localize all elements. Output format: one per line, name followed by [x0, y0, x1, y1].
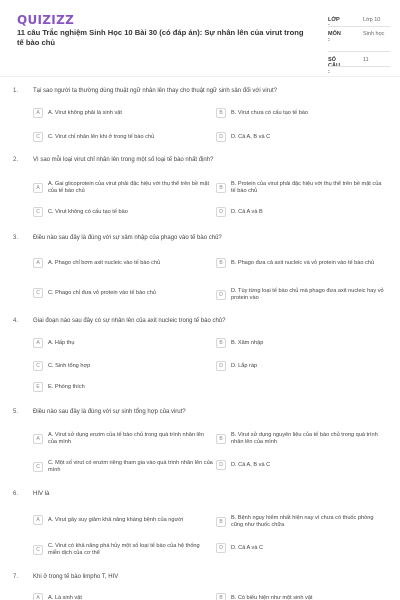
option-letter: A: [33, 183, 43, 193]
page-title: 11 câu Trắc nghiệm Sinh Học 10 Bài 30 (có đáp án): Sự nhân lên của virut trong tế bào chủ: [17, 28, 304, 47]
option-c[interactable]: [33, 543, 213, 557]
option-b[interactable]: [216, 593, 386, 600]
question-text: Khi ở trong tế bào limpho T, HIV: [33, 574, 119, 580]
option-text: C. Một số virut có enzim riêng tham gia vào quá trình nhân lên của mình: [48, 460, 213, 473]
option-text: A. Virut không phải là sinh vật: [48, 109, 122, 116]
option-text: B. Xâm nhập: [231, 339, 264, 346]
option-letter: D: [216, 460, 226, 470]
option-letter: C: [33, 462, 43, 472]
option-letter: A: [33, 593, 43, 600]
option-letter: B: [216, 338, 226, 348]
option-d[interactable]: [216, 543, 386, 553]
option-text: B. Virut chưa có cấu tạo tế bào: [231, 109, 309, 116]
option-letter: C: [33, 132, 43, 142]
option-letter: A: [33, 258, 43, 268]
option-b[interactable]: [216, 432, 386, 446]
option-letter: B: [216, 434, 226, 444]
option-d[interactable]: [216, 207, 386, 217]
option-text: C. Virut chỉ nhân lên khi ở trong tế bào chủ: [48, 133, 155, 140]
option-text: B. Có biểu hiện như một sinh vật: [231, 594, 313, 600]
option-e[interactable]: [33, 382, 213, 392]
option-text: A. Virut gây suy giảm khả năng kháng bệnh của người: [48, 516, 184, 523]
question-number: 5.: [13, 409, 19, 415]
option-text: A. Là sinh vật: [48, 594, 82, 600]
option-letter: A: [33, 515, 43, 525]
option-a[interactable]: [33, 338, 213, 348]
option-a[interactable]: [33, 432, 213, 446]
meta-divider: [328, 66, 390, 67]
question-number: 3.: [13, 235, 19, 241]
option-letter: C: [33, 545, 43, 555]
option-a[interactable]: [33, 258, 213, 268]
question-text: Điều nào sau đây là đúng với sự xâm nhập của phago vào tế bào chủ?: [33, 235, 222, 241]
option-letter: A: [33, 434, 43, 444]
option-a[interactable]: [33, 593, 213, 600]
option-letter: B: [216, 108, 226, 118]
option-text: C. Virut có khả năng phá hủy một số loại tế bào của hệ thống miễn dịch của cơ thể: [48, 543, 200, 556]
option-a[interactable]: [33, 181, 213, 195]
option-letter: D: [216, 290, 226, 300]
count-label: SỐ :: [328, 57, 336, 75]
option-text: B. Bệnh nguy hiểm nhất hiện nay vì chưa có thuốc phòng cũng như thuốc chữa: [231, 515, 374, 528]
option-text: A. Phago chỉ bơm axit nucleic vào tế bào chủ: [48, 259, 161, 266]
option-letter: E: [33, 382, 43, 392]
option-text: D. Cả A, B và C: [231, 133, 271, 140]
option-letter: A: [33, 338, 43, 348]
option-c[interactable]: [33, 132, 213, 142]
option-a[interactable]: [33, 108, 213, 118]
option-text: C. Virut không có cấu tạo tế bào: [48, 208, 128, 215]
question-text: HIV là: [33, 491, 50, 497]
option-d[interactable]: [216, 361, 386, 371]
header-divider: [0, 76, 400, 77]
option-b[interactable]: [216, 181, 386, 195]
subject-label: MÔN :: [328, 31, 341, 43]
option-a[interactable]: [33, 515, 213, 525]
option-letter: C: [33, 288, 43, 298]
option-b[interactable]: [216, 258, 386, 268]
option-c[interactable]: [33, 288, 213, 298]
option-text: D. Tùy từng loại tế bào chủ mà phago đưa axit nucleic hay vỏ protein vào: [231, 288, 384, 301]
question-text: Vì sao mỗi loại virut chỉ nhân lên trong một số loại tế bào nhất định?: [33, 157, 214, 163]
option-letter: B: [216, 517, 226, 527]
option-letter: C: [33, 207, 43, 217]
option-letter: B: [216, 593, 226, 600]
question-number: 4.: [13, 318, 19, 324]
option-letter: D: [216, 207, 226, 217]
meta-divider: [328, 26, 390, 27]
option-text: A. Hấp thụ: [48, 339, 75, 346]
header: [0, 0, 400, 80]
count-value: 11: [363, 57, 369, 63]
option-text: C. Phago chỉ đưa vỏ protein vào tế bào chủ: [48, 289, 156, 296]
question-text: Giai đoạn nào sau đây có sự nhân lên của axit nucleic trong tế bào chủ?: [33, 318, 226, 324]
option-b[interactable]: [216, 338, 386, 348]
option-text: B. Phago đưa cả axit nucleic và vỏ protein vào tế bào chủ: [231, 259, 375, 266]
option-c[interactable]: [33, 207, 213, 217]
option-b[interactable]: [216, 108, 386, 118]
question-number: 6.: [13, 491, 19, 497]
subject-value: Sinh học: [363, 31, 385, 37]
option-d[interactable]: [216, 132, 386, 142]
question-number: 1.: [13, 88, 19, 94]
option-text: C. Sinh tổng hợp: [48, 362, 91, 369]
option-text: B. Protein của virut phải đặc hiệu với thụ thể trên bề mặt của tế bào chủ: [231, 181, 382, 194]
option-text: A. Virut sử dụng enzim của tế bào chủ trong quá trình nhân lên của mình: [48, 432, 205, 445]
question-text: Điều nào sau đây là đúng với sự sinh tổng hợp của virut?: [33, 409, 186, 415]
option-text: A. Gai glicoprotein của virut phải đặc hiệu với thụ thể trên bề mặt của tế bào chủ: [48, 181, 210, 194]
option-d[interactable]: [216, 288, 386, 302]
option-letter: A: [33, 108, 43, 118]
option-letter: D: [216, 543, 226, 553]
option-letter: B: [216, 183, 226, 193]
option-c[interactable]: [33, 460, 213, 474]
class-label: LỚP: [328, 17, 340, 23]
question-text: Tại sao người ta thường dùng thuật ngữ nhân lên thay cho thuật ngữ sinh sản đối với virut?: [33, 88, 278, 94]
option-letter: D: [216, 361, 226, 371]
option-letter: C: [33, 361, 43, 371]
option-text: D. Cả A và C: [231, 544, 264, 551]
option-text: E. Phóng thích: [48, 383, 85, 390]
option-text: D. Cả A, B và C: [231, 461, 271, 468]
option-letter: B: [216, 258, 226, 268]
option-text: B. Virut sử dụng nguyên liệu của tế bào chủ trong quá trình nhân lên của mình: [231, 432, 378, 445]
class-value: Lớp 10: [363, 17, 381, 23]
option-c[interactable]: [33, 361, 213, 371]
option-d[interactable]: [216, 460, 386, 470]
option-b[interactable]: [216, 515, 386, 529]
quizizz-logo[interactable]: QUIZIZZ: [17, 13, 75, 27]
meta-divider: [328, 51, 390, 52]
question-number: 7.: [13, 574, 19, 580]
option-text: D. Cả A và B: [231, 208, 263, 215]
question-number: 2.: [13, 157, 19, 163]
option-text: D. Lắp ráp: [231, 362, 258, 369]
option-letter: D: [216, 132, 226, 142]
